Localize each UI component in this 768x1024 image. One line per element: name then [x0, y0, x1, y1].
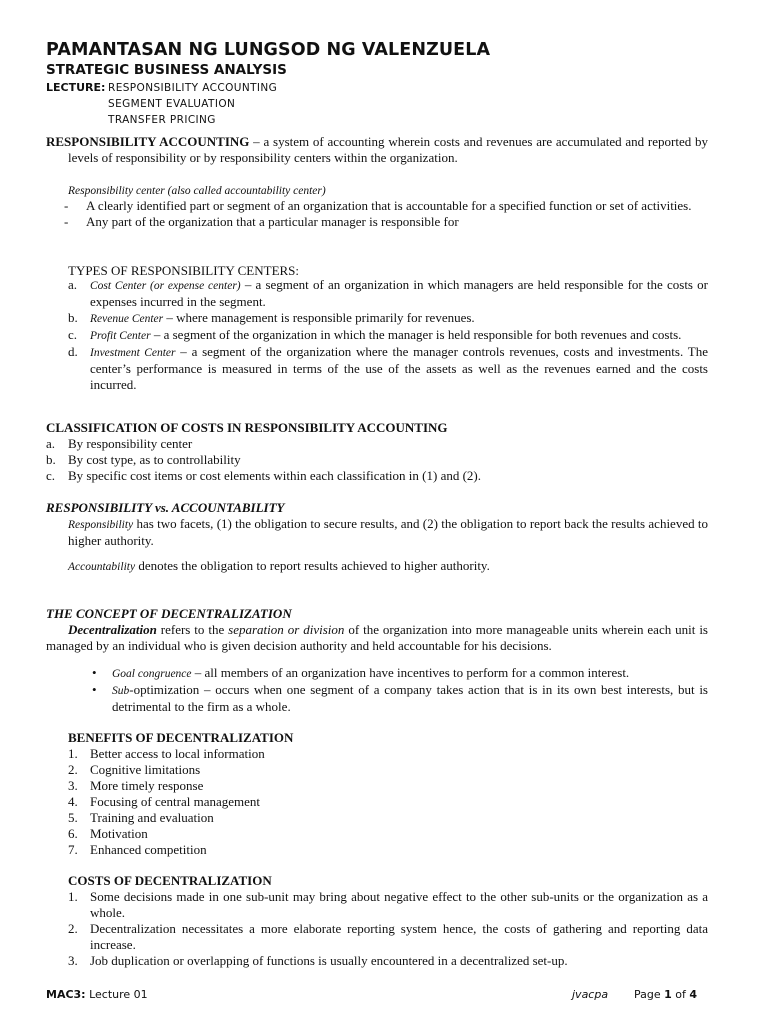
list-item-text: Some decisions made in one sub-unit may bring about negative effect to the other sub-units or the organization as a whole. — [90, 889, 708, 920]
list-item: - A clearly identified part or segment of an organization that is accountable for a specified function or set of activities. — [64, 198, 692, 213]
bullet-text: -optimization – occurs when one segment of a company takes action that is in its own best interests, but is detrimental to the firm as a whole. — [112, 682, 708, 714]
footer-page-number — [634, 988, 697, 1001]
resp-acct-term: RESPONSIBILITY ACCOUNTING — [46, 134, 250, 149]
accountability-text: denotes the obligation to report results achieved to higher authority. — [135, 558, 490, 573]
list-letter: a. — [46, 436, 56, 451]
footer-page-current: 1 — [664, 988, 672, 1001]
list-number: 3. — [68, 778, 78, 793]
list-item — [68, 842, 708, 858]
list-item — [68, 746, 708, 762]
type-desc: – a segment of the organization in which the manager is held responsible for both revenues and costs. — [150, 327, 682, 342]
list-item-text: Enhanced competition — [90, 842, 207, 857]
list-item — [68, 310, 708, 327]
list-letter: b. — [68, 310, 78, 325]
costs-heading: COSTS OF DECENTRALIZATION — [68, 873, 272, 888]
accountability-term: Accountability — [68, 561, 136, 573]
list-item-text: By responsibility center — [68, 436, 193, 451]
list-item-text: Any part of the organization that a particular manager is responsible for — [86, 214, 459, 229]
type-desc: – a segment of the organization where the manager controls revenues, costs and investments. The center’s performance is measured in terms of the use of the assets as well as the revenues earned and the costs incurred. — [90, 344, 708, 392]
list-letter: c. — [68, 327, 78, 342]
type-term: Revenue Center — [90, 313, 164, 325]
type-term: Cost Center (or expense center) — [90, 280, 241, 292]
list-item-text: By specific cost items or cost elements within each classification in (1) and (2). — [68, 468, 481, 483]
decentralization-emphasis: separation or division — [228, 622, 345, 637]
footer-course-code: MAC3: — [46, 988, 86, 1001]
list-item-text: Motivation — [90, 826, 148, 841]
responsibility-paragraph — [68, 516, 708, 549]
list-item — [68, 277, 708, 310]
list-letter: a. — [68, 277, 78, 292]
list-item-text: By cost type, as to controllability — [68, 452, 241, 467]
list-item — [68, 826, 708, 842]
list-item-text: More timely response — [90, 778, 204, 793]
list-number: 5. — [68, 810, 78, 825]
lecture-label: LECTURE: — [46, 81, 106, 94]
list-number: 1. — [68, 746, 78, 761]
benefits-heading: BENEFITS OF DECENTRALIZATION — [68, 730, 294, 745]
type-desc: – where management is responsible primarily for revenues. — [163, 310, 475, 325]
decentralization-text: refers to the — [156, 622, 229, 637]
list-item — [68, 778, 708, 794]
decentralization-term: Decentralization — [68, 622, 157, 637]
footer-page-of: of — [671, 988, 690, 1001]
list-letter: d. — [68, 344, 78, 359]
list-number: 3. — [68, 953, 78, 968]
resp-center-heading — [68, 182, 708, 199]
list-item — [68, 921, 708, 953]
resp-center-list — [64, 198, 708, 230]
list-item-text: Focusing of central management — [90, 794, 261, 809]
list-letter: b. — [46, 452, 56, 467]
accountability-paragraph — [68, 558, 708, 575]
footer-course — [46, 988, 148, 1001]
list-item — [46, 452, 708, 468]
list-item-text: Better access to local information — [90, 746, 265, 761]
bullet-term: Sub — [112, 685, 130, 697]
decentralization-heading: THE CONCEPT OF DECENTRALIZATION — [46, 606, 292, 621]
footer-lecture: Lecture 01 — [85, 988, 148, 1001]
list-number: 1. — [68, 889, 78, 904]
lecture-topics — [46, 80, 277, 128]
list-number: 2. — [68, 762, 78, 777]
list-item — [68, 810, 708, 826]
course-title: STRATEGIC BUSINESS ANALYSIS — [46, 62, 287, 78]
list-item: - Any part of the organization that a particular manager is responsible for — [64, 214, 459, 229]
classification-list — [46, 436, 708, 484]
decentralization-bullets — [46, 665, 708, 715]
resp-center-heading-text: Responsibility center (also called accountability center) — [68, 185, 326, 197]
list-item — [68, 762, 708, 778]
footer-author: jvacpa — [572, 988, 609, 1001]
lecture-topic: TRANSFER PRICING — [108, 114, 216, 126]
university-title: PAMANTASAN NG LUNGSOD NG VALENZUELA — [46, 40, 491, 60]
bullet-term: Goal congruence — [112, 668, 192, 680]
list-item: • Sub-optimization – occurs when one segment of a company takes action that is in its own best interests, but is detrimental to the firm as a whole. — [92, 682, 708, 714]
list-item — [68, 889, 708, 921]
list-item-text: Training and evaluation — [90, 810, 214, 825]
list-item — [68, 344, 708, 393]
list-item-text: Cognitive limitations — [90, 762, 201, 777]
list-letter: c. — [46, 468, 56, 483]
footer-page-total: 4 — [689, 988, 698, 1001]
type-term: Investment Center — [90, 347, 176, 359]
types-list — [68, 277, 708, 393]
resp-acct-definition: – a system of accounting wherein costs and revenues are accumulated and reported by levels of responsibility or by responsibility centers within the organization. — [68, 134, 709, 165]
list-number: 4. — [68, 794, 78, 809]
list-number: 7. — [68, 842, 78, 857]
list-number: 2. — [68, 921, 78, 936]
list-item — [68, 327, 708, 344]
responsibility-term: Responsibility — [68, 519, 134, 531]
decentralization-text: of the organization into more manageable units wherein each unit is managed by an individual who is given decision authority and held accountable for his decisions. — [46, 622, 708, 653]
list-item — [68, 794, 708, 810]
list-item: • Goal congruence – all members of an organization have incentives to perform for a common interest. — [92, 665, 630, 680]
benefits-list — [68, 746, 708, 858]
list-number: 6. — [68, 826, 78, 841]
decentralization-paragraph — [46, 622, 708, 654]
bullet-text: – all members of an organization have incentives to perform for a common interest. — [191, 665, 630, 680]
list-item-text: Decentralization necessitates a more elaborate reporting system hence, the costs of gathering and reporting data increase. — [90, 921, 708, 952]
type-desc: – a segment of an organization in which managers are held responsible for the costs or expenses incurred in the segment. — [90, 277, 708, 309]
resp-vs-acct-heading: RESPONSIBILITY vs. ACCOUNTABILITY — [46, 500, 285, 515]
lecture-topic: SEGMENT EVALUATION — [108, 98, 236, 110]
footer-page-label: Page — [634, 988, 665, 1001]
classification-heading: CLASSIFICATION OF COSTS IN RESPONSIBILITY ACCOUNTING — [46, 420, 448, 435]
list-item — [68, 953, 708, 969]
list-item-text: Job duplication or overlapping of functions is usually encountered in a decentralized set-up. — [90, 953, 568, 968]
type-term: Profit Center — [90, 330, 151, 342]
resp-acct-paragraph — [46, 134, 708, 166]
types-heading: TYPES OF RESPONSIBILITY CENTERS: — [68, 263, 300, 278]
lecture-topic: RESPONSIBILITY ACCOUNTING — [108, 82, 278, 94]
costs-list — [68, 889, 708, 969]
list-item — [46, 468, 708, 484]
list-item — [46, 436, 708, 452]
list-item-text: A clearly identified part or segment of an organization that is accountable for a specified function or set of activities. — [86, 198, 692, 213]
responsibility-text: has two facets, (1) the obligation to secure results, and (2) the obligation to report back the results achieved to higher authority. — [68, 516, 708, 548]
